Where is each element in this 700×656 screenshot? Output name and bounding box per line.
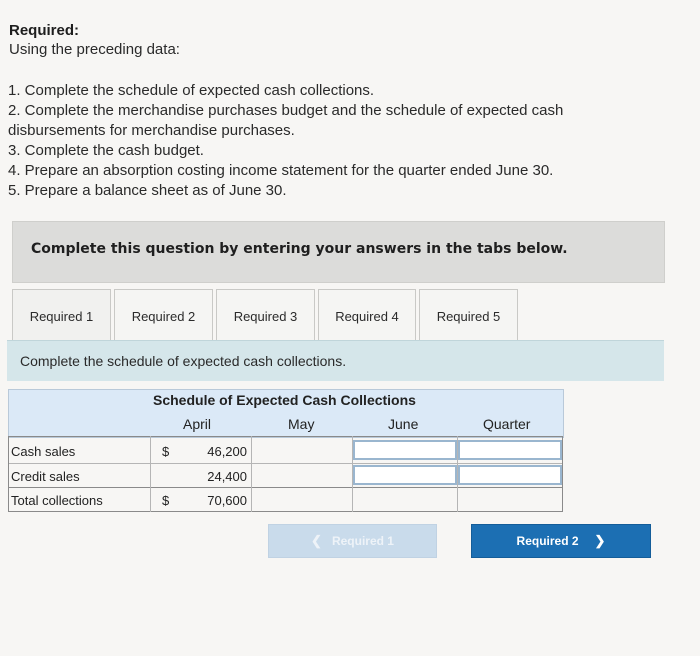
column-header-june: June [388, 416, 419, 432]
cash-sales-june-input[interactable] [353, 440, 457, 460]
panel-instruction-text: Complete the schedule of expected cash collections. [20, 353, 347, 369]
tab-label: Required 4 [335, 308, 399, 324]
total-collections-april: 70,600 [207, 493, 247, 508]
previous-tab-button[interactable] [268, 524, 437, 558]
credit-sales-quarter-input[interactable] [458, 465, 562, 485]
dollar-sign: $ [162, 444, 170, 459]
instruction-line: 2. Complete the merchandise purchases budget and the schedule of expected cash [8, 102, 564, 119]
cash-sales-quarter-input[interactable] [458, 440, 562, 460]
chevron-right-icon: ❯ [594, 533, 606, 548]
tab-required-4[interactable] [318, 289, 416, 343]
previous-tab-label: Required 1 [331, 534, 394, 548]
schedule-title: Schedule of Expected Cash Collections [153, 392, 416, 408]
column-header-april: April [183, 416, 212, 432]
tab-required-2[interactable] [114, 289, 213, 343]
tab-label: Required 1 [29, 309, 94, 324]
tab-label: Required 3 [233, 308, 298, 324]
table-rule [8, 436, 9, 512]
table-rule [8, 487, 563, 488]
column-header-quarter: Quarter [483, 416, 531, 432]
tab-required-3[interactable] [216, 289, 315, 343]
table-rule [8, 511, 563, 512]
instruction-line: disbursements for merchandise purchases. [8, 122, 295, 139]
instruction-line: 4. Prepare an absorption costing income statement for the quarter ended June 30. [8, 162, 554, 179]
table-rule [8, 463, 563, 464]
banner-text: Complete this question by entering your answers in the tabs below. [31, 241, 568, 257]
instructions-list [8, 81, 678, 201]
tab-required-5[interactable] [419, 289, 518, 343]
dollar-sign: $ [162, 493, 170, 508]
row-label-cash-sales: Cash sales [11, 444, 76, 459]
table-rule [8, 436, 563, 437]
table-rule [150, 436, 151, 512]
row-label-total-collections: Total collections [11, 493, 103, 508]
chevron-left-icon: ❮ [311, 533, 322, 548]
next-tab-button[interactable] [471, 524, 651, 558]
tab-required-1[interactable] [12, 289, 111, 343]
next-tab-label: Required 2 [516, 534, 579, 548]
credit-sales-april: 24,400 [207, 469, 247, 484]
table-rule [562, 436, 563, 512]
tab-label: Required 5 [436, 308, 501, 324]
column-header-may: May [288, 416, 315, 432]
instruction-line: 3. Complete the cash budget. [8, 142, 204, 159]
required-subheading: Using the preceding data: [9, 41, 180, 58]
instruction-line: 1. Complete the schedule of expected cash collections. [8, 82, 375, 99]
required-heading: Required: [9, 22, 80, 39]
credit-sales-june-input[interactable] [353, 465, 457, 485]
row-label-credit-sales: Credit sales [11, 469, 80, 484]
table-rule [251, 436, 252, 512]
tab-label: Required 2 [131, 308, 196, 324]
instruction-line: 5. Prepare a balance sheet as of June 30. [8, 182, 287, 199]
instruction-banner [12, 221, 665, 283]
cash-sales-april: 46,200 [207, 444, 247, 459]
panel-instruction-bar [7, 340, 664, 381]
